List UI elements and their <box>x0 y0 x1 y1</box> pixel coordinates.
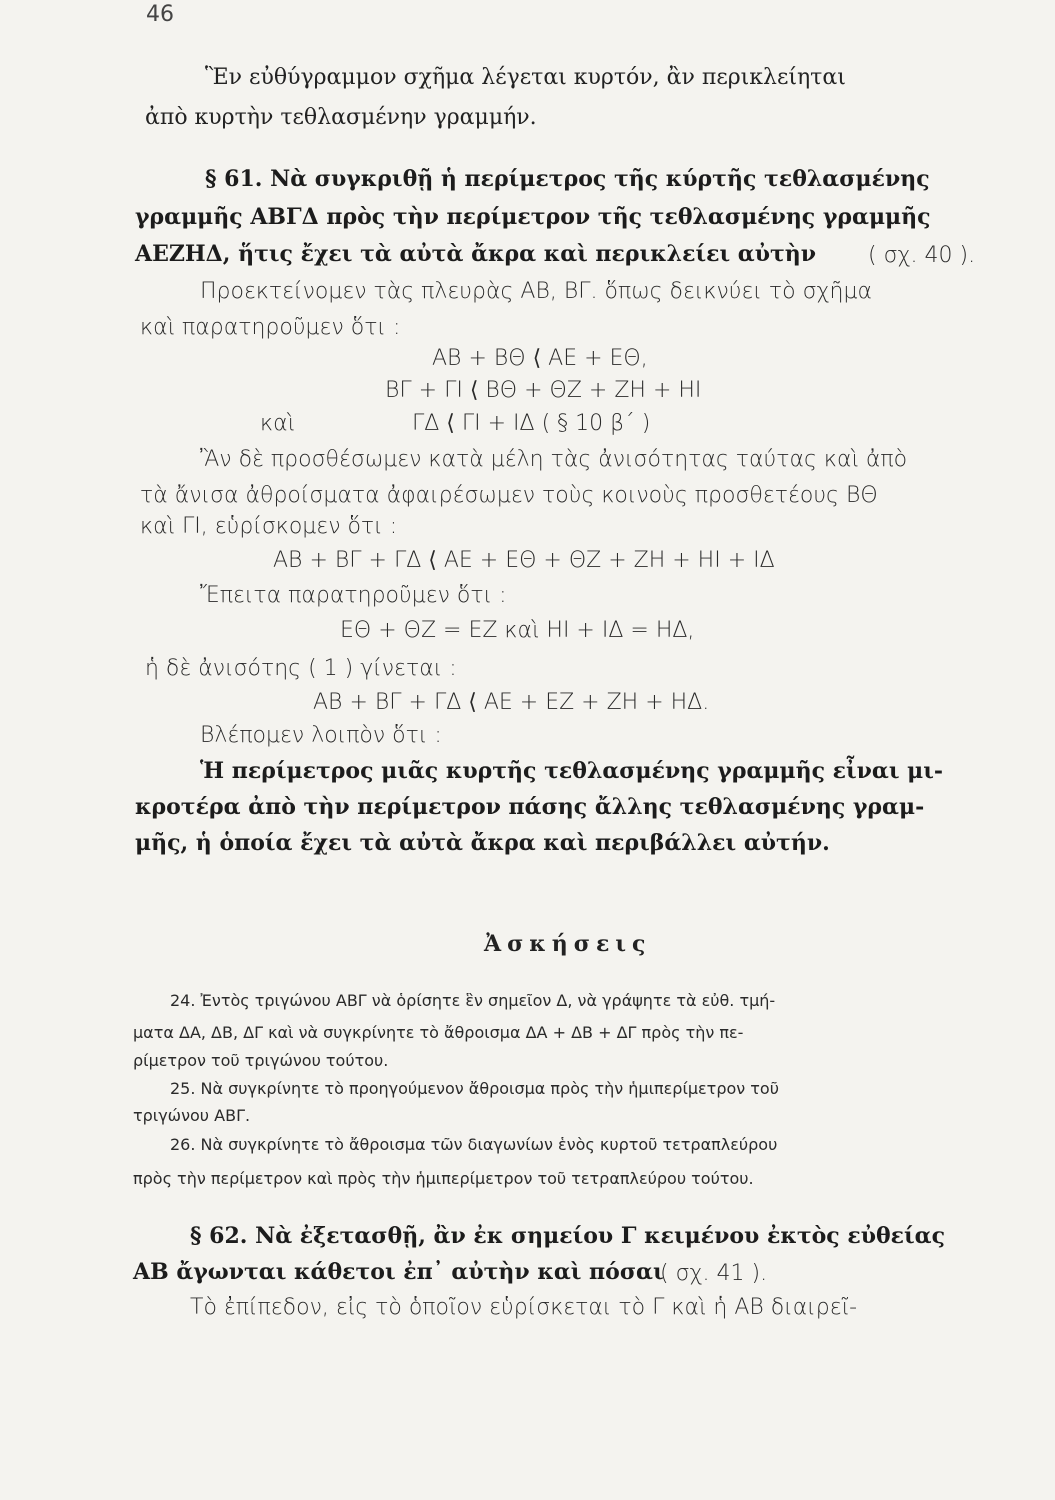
section-61-heading-line-1: § 61. Νὰ συγκριθῇ ἡ περίμετρος τῆς κύρτῆς τεθλασμένης <box>205 166 930 192</box>
equation-4: ΑΒ + ΒΓ + ΓΔ ⟨ ΑΕ + ΕΘ + ΘΖ + ΖΗ + ΗΙ + ΙΔ <box>273 548 775 573</box>
section-62-heading-line-1: § 62. Νὰ ἐξετασθῇ, ἂν ἐκ σημείου Γ κειμένου ἐκτὸς εὐθείας <box>190 1223 946 1249</box>
exercise-line-1: 24. Ἐντὸς τριγώνου ΑΒΓ νὰ ὁρίσητε ἓν σημεῖον Δ, νὰ γράψητε τὰ εὐθ. τμή- <box>170 991 776 1010</box>
equation-kai: καὶ <box>260 411 296 436</box>
intro-line-2: ἀπὸ κυρτὴν τεθλασμένην γραμμήν. <box>145 105 537 130</box>
text3: Ἔπειτα παρατηροῦμεν ὅτι : <box>200 583 507 608</box>
exercise-line-3: ρίμετρον τοῦ τριγώνου τούτου. <box>133 1051 389 1070</box>
conclusion-line-2: κροτέρα ἀπὸ τὴν περίμετρον πάσης ἄλλης τεθλασμένης γραμ- <box>135 794 925 820</box>
conclusion-line-1: Ἡ περίμετρος μιᾶς κυρτῆς τεθλασμένης γραμμῆς εἶναι μι- <box>200 758 944 784</box>
page-number: 46 <box>146 2 174 27</box>
equation-5: ΕΘ + ΘΖ = ΕΖ καὶ ΗΙ + ΙΔ = ΗΔ, <box>340 618 695 643</box>
section-61-heading-line-2: γραμμῆς ΑΒΓΔ πρὸς τὴν περίμετρον τῆς τεθλασμένης γραμμῆς <box>135 204 931 230</box>
equation-3: ΓΔ ⟨ ΓΙ + ΙΔ ( § 10 β΄ ) <box>412 411 651 436</box>
exercise-line-6: 26. Νὰ συγκρίνητε τὸ ἄθροισμα τῶν διαγωνίων ἑνὸς κυρτοῦ τετραπλεύρου <box>170 1135 778 1154</box>
equation-1: ΑΒ + ΒΘ ⟨ ΑΕ + ΕΘ, <box>432 346 648 371</box>
exercise-line-7: πρὸς τὴν περίμετρον καὶ πρὸς τὴν ἡμιπερίμετρον τοῦ τετραπλεύρου τούτου. <box>133 1169 754 1188</box>
exercise-line-5: τριγώνου ΑΒΓ. <box>133 1106 251 1125</box>
exercises-title: Ἀσκήσεις <box>484 931 652 957</box>
intro-line-1: Ἓν εὐθύγραμμον σχῆμα λέγεται κυρτόν, ἂν περικλείηται <box>205 65 846 90</box>
text2-line-1: Ἂν δὲ προσθέσωμεν κατὰ μέλη τὰς ἀνισότητας ταύτας καὶ ἀπὸ <box>200 447 908 472</box>
section-61-heading-line-3: ΑΕΖΗΔ, ἥτις ἔχει τὰ αὐτὰ ἄκρα καὶ περικλείει αὐτὴν <box>135 241 817 267</box>
text5: Βλέπομεν λοιπὸν ὅτι : <box>200 723 442 748</box>
section-62-figure-ref: ( σχ. 41 ). <box>660 1261 768 1286</box>
equation-2: ΒΓ + ΓΙ ⟨ ΒΘ + ΘΖ + ΖΗ + ΗΙ <box>385 378 702 403</box>
text1-line-1: Προεκτείνομεν τὰς πλευρὰς ΑΒ, ΒΓ. ὅπως δεικνύει τὸ σχῆμα <box>200 279 872 304</box>
exercise-line-2: ματα ΔΑ, ΔΒ, ΔΓ καὶ νὰ συγκρίνητε τὸ ἄθροισμα ΔΑ + ΔΒ + ΔΓ πρὸς τὴν πε- <box>133 1023 744 1042</box>
exercise-line-4: 25. Νὰ συγκρίνητε τὸ προηγούμενον ἄθροισμα πρὸς τὴν ἡμιπερίμετρον τοῦ <box>170 1079 779 1098</box>
section-62-text: Τὸ ἐπίπεδον, εἰς τὸ ὁποῖον εὑρίσκεται τὸ Γ καὶ ἡ ΑΒ διαιρεῖ- <box>190 1295 858 1320</box>
equation-6: ΑΒ + ΒΓ + ΓΔ ⟨ ΑΕ + ΕΖ + ΖΗ + ΗΔ. <box>313 690 710 715</box>
conclusion-line-3: μῆς, ἡ ὁποία ἔχει τὰ αὐτὰ ἄκρα καὶ περιβάλλει αὐτήν. <box>135 830 830 856</box>
text1-line-2: καὶ παρατηροῦμεν ὅτι : <box>140 315 401 340</box>
section-61-figure-ref: ( σχ. 40 ). <box>868 243 976 268</box>
text4: ἡ δὲ ἀνισότης ( 1 ) γίνεται : <box>145 656 457 681</box>
text2-line-3: καὶ ΓΙ, εὑρίσκομεν ὅτι : <box>140 514 398 539</box>
text2-line-2: τὰ ἄνισα ἀθροίσματα ἀφαιρέσωμεν τοὺς κοινοὺς προσθετέους ΒΘ <box>140 483 878 508</box>
section-62-heading-line-2: ΑΒ ἄγωνται κάθετοι ἐπ᾽ αὐτὴν καὶ πόσαι <box>133 1259 664 1285</box>
